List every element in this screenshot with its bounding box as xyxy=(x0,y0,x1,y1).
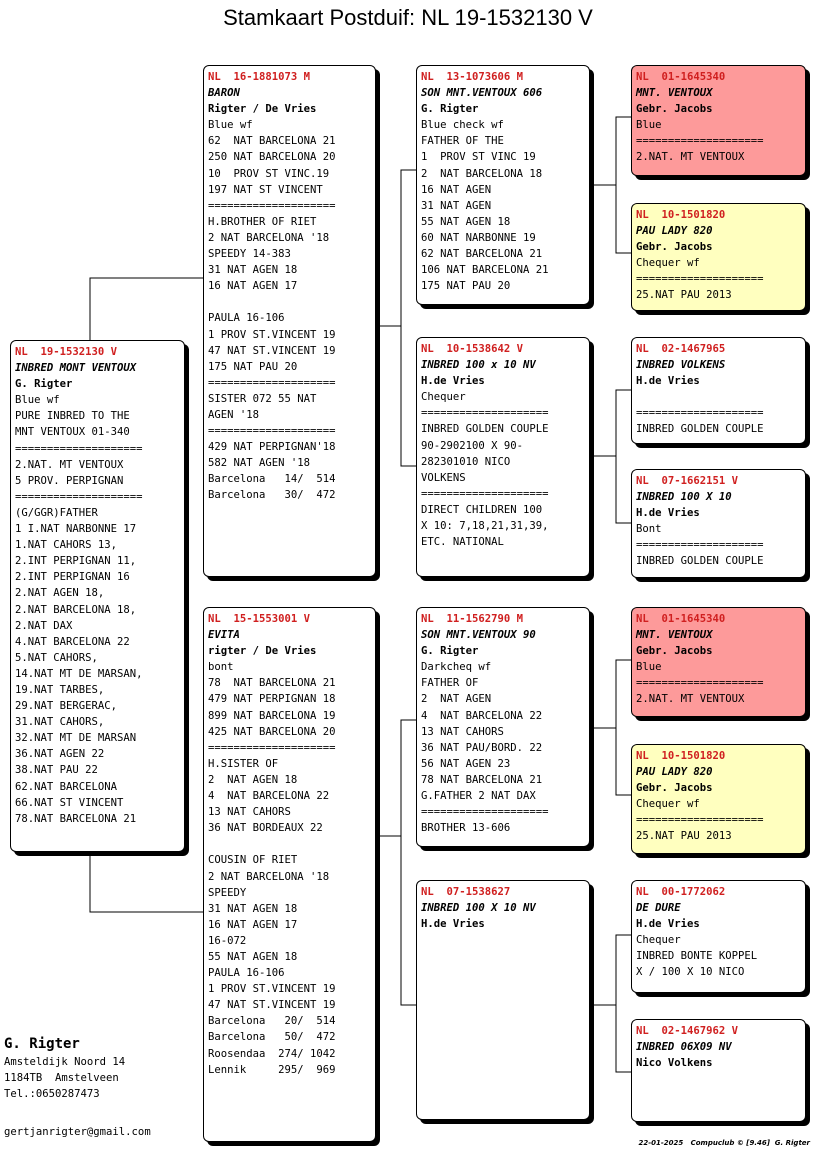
pigeon-name: INBRED 100 X 10 NV xyxy=(421,902,536,915)
pigeon-name: PAU LADY 820 xyxy=(636,225,713,238)
info-line: ==================== xyxy=(636,273,764,286)
info-line: 25.NAT PAU 2013 xyxy=(636,830,732,843)
ring-number: NL 13-1073606 M xyxy=(421,71,524,83)
info-line: 479 NAT PERPIGNAN 18 xyxy=(208,693,336,706)
breeder-city: 1184TB Amstelveen xyxy=(4,1072,119,1084)
ring-number: NL 11-1562790 M xyxy=(421,613,524,625)
info-line: INBRED GOLDEN COUPLE xyxy=(636,423,764,436)
pigeon-name: INBRED 100 x 10 NV xyxy=(421,359,536,372)
info-line: 2.NAT. MT VENTOUX xyxy=(15,458,124,471)
info-line: 4.NAT BARCELONA 22 xyxy=(15,635,130,648)
info-line: 36 NAT PAU/BORD. 22 xyxy=(421,741,543,754)
info-line: VOLKENS xyxy=(421,471,466,484)
info-line: COUSIN OF RIET xyxy=(208,854,298,867)
info-line: 32.NAT MT DE MARSAN xyxy=(15,732,137,745)
info-line: 29.NAT BERGERAC, xyxy=(15,700,118,713)
info-line: 36.NAT AGEN 22 xyxy=(15,748,105,761)
info-line: 1 PROV ST VINC 19 xyxy=(421,151,536,164)
info-line: 62.NAT BARCELONA xyxy=(15,780,118,793)
info-line: ==================== xyxy=(636,677,764,690)
pigeon-owner: H.de Vries xyxy=(636,507,700,520)
ring-number: NL 01-1645340 xyxy=(636,613,726,625)
info-line: 16 NAT AGEN xyxy=(421,183,492,196)
info-line: Barcelona 20/ 514 xyxy=(208,1015,336,1028)
breeder-info xyxy=(4,1034,125,1102)
info-line: ==================== xyxy=(208,425,336,438)
pigeon-owner: G. Rigter xyxy=(421,645,479,658)
info-line: 16-072 xyxy=(208,934,247,947)
info-line: INBRED BONTE KOPPEL xyxy=(636,950,758,963)
info-line: 2.NAT AGEN 18, xyxy=(15,587,105,600)
pigeon-name: INBRED 100 X 10 xyxy=(636,491,732,504)
info-line: ==================== xyxy=(421,806,549,819)
pigeon-owner: H.de Vries xyxy=(421,918,485,931)
pigeon-name: SON MNT.VENTOUX 90 xyxy=(421,629,536,642)
pigeon-name: INBRED 06X09 NV xyxy=(636,1041,732,1054)
info-line: 16 NAT AGEN 17 xyxy=(208,918,298,931)
info-line: DIRECT CHILDREN 100 xyxy=(421,503,543,516)
pigeon-card-fmf[interactable] xyxy=(631,337,806,444)
info-line: 78 NAT BARCELONA 21 xyxy=(208,677,336,690)
ring-number: NL 15-1553001 V xyxy=(208,613,311,625)
info-line: ==================== xyxy=(421,487,549,500)
info-line: SISTER 072 55 NAT xyxy=(208,392,317,405)
info-line: 31 NAT AGEN 18 xyxy=(208,264,298,277)
pigeon-name: INBRED MONT VENTOUX xyxy=(15,362,137,375)
info-line: 1.NAT CAHORS 13, xyxy=(15,539,118,552)
info-line: 2.INT PERPIGNAN 16 xyxy=(15,571,130,584)
pigeon-card-fff[interactable] xyxy=(631,65,806,176)
info-line: 2 NAT BARCELONA '18 xyxy=(208,870,330,883)
info-line: 429 NAT PERPIGNAN'18 xyxy=(208,441,336,454)
pigeon-owner: Gebr. Jacobs xyxy=(636,782,713,795)
info-line: ==================== xyxy=(636,407,764,420)
info-line: Chequer wf xyxy=(636,257,700,270)
info-line: ==================== xyxy=(208,741,336,754)
ring-number: NL 10-1501820 xyxy=(636,750,726,762)
pigeon-name: SON MNT.VENTOUX 606 xyxy=(421,87,543,100)
info-line: 2.INT PERPIGNAN 11, xyxy=(15,555,137,568)
info-line: Lennik 295/ 969 xyxy=(208,1063,336,1076)
info-line: 2.NAT. MT VENTOUX xyxy=(636,151,745,164)
ring-number: NL 19-1532130 V xyxy=(15,346,118,358)
info-line: INBRED GOLDEN COUPLE xyxy=(636,555,764,568)
info-line: 66.NAT ST VINCENT xyxy=(15,796,124,809)
pigeon-card-mfm[interactable] xyxy=(631,744,806,854)
info-line: ==================== xyxy=(636,814,764,827)
ring-number: NL 01-1645340 xyxy=(636,71,726,83)
ring-number: NL 02-1467962 V xyxy=(636,1025,739,1037)
ring-number: NL 10-1501820 xyxy=(636,209,726,221)
info-line: Blue xyxy=(636,661,662,674)
info-line: Blue wf xyxy=(15,394,60,407)
info-line: 2.NAT BARCELONA 18, xyxy=(15,603,137,616)
info-line: 250 NAT BARCELONA 20 xyxy=(208,151,336,164)
info-line: 2.NAT. MT VENTOUX xyxy=(636,693,745,706)
pigeon-card-father-father[interactable] xyxy=(416,65,590,305)
ring-number: NL 10-1538642 V xyxy=(421,343,524,355)
info-line: 5 PROV. PERPIGNAN xyxy=(15,474,124,487)
info-line: bont xyxy=(208,661,234,674)
pigeon-owner: Gebr. Jacobs xyxy=(636,241,713,254)
info-line: Roosendaa 274/ 1042 xyxy=(208,1047,336,1060)
info-line: 13 NAT CAHORS xyxy=(208,806,291,819)
info-line: 2 NAT AGEN 18 xyxy=(208,773,298,786)
breeder-address: Amsteldijk Noord 14 xyxy=(4,1056,126,1068)
info-line: Darkcheq wf xyxy=(421,661,492,674)
info-line: ==================== xyxy=(636,539,764,552)
footer-credits: 22-01-2025 Compuclub © [9.46] G. Rigter xyxy=(638,1139,810,1147)
info-line xyxy=(636,389,801,405)
info-line: 78.NAT BARCELONA 21 xyxy=(15,812,137,825)
info-line: Barcelona 30/ 472 xyxy=(208,489,336,502)
pigeon-card-subject[interactable] xyxy=(10,340,185,852)
info-line: 175 NAT PAU 20 xyxy=(421,280,511,293)
info-line: 582 NAT AGEN '18 xyxy=(208,457,311,470)
ring-number: NL 07-1662151 V xyxy=(636,475,739,487)
ring-number: NL 07-1538627 xyxy=(421,886,511,898)
pigeon-card-ffm[interactable] xyxy=(631,203,806,311)
pigeon-name: PAU LADY 820 xyxy=(636,766,713,779)
info-line: 16 NAT AGEN 17 xyxy=(208,280,298,293)
info-line: 19.NAT TARBES, xyxy=(15,683,105,696)
ring-number: NL 00-1772062 xyxy=(636,886,726,898)
info-line: 31 NAT AGEN xyxy=(421,199,492,212)
pigeon-card-mother-mother[interactable] xyxy=(416,880,590,1120)
info-line: 2 NAT AGEN xyxy=(421,693,492,706)
info-line: 2 NAT BARCELONA '18 xyxy=(208,231,330,244)
info-line: ==================== xyxy=(636,135,764,148)
info-line: 31.NAT CAHORS, xyxy=(15,716,105,729)
info-line: 31 NAT AGEN 18 xyxy=(208,902,298,915)
info-line: Chequer xyxy=(636,934,681,947)
info-line: INBRED GOLDEN COUPLE xyxy=(421,423,549,436)
pigeon-name: DE DURE xyxy=(636,902,681,915)
breeder-email[interactable]: gertjanrigter@gmail.com xyxy=(4,1126,151,1138)
pigeon-card-fmm[interactable] xyxy=(631,469,806,578)
info-line: H.SISTER OF xyxy=(208,757,279,770)
pigeon-owner: rigter / De Vries xyxy=(208,645,317,658)
info-line: Chequer wf xyxy=(636,798,700,811)
pigeon-owner: H.de Vries xyxy=(636,918,700,931)
pigeon-card-mother[interactable] xyxy=(203,607,376,1142)
ring-number: NL 16-1881073 M xyxy=(208,71,311,83)
info-line xyxy=(208,294,371,310)
info-line: X 10: 7,18,21,31,39, xyxy=(421,520,549,533)
info-line: ETC. NATIONAL xyxy=(421,536,504,549)
info-line: ==================== xyxy=(15,490,143,503)
info-line: Blue check wf xyxy=(421,119,504,132)
pigeon-card-father-mother[interactable] xyxy=(416,337,590,577)
pigeon-owner: H.de Vries xyxy=(421,375,485,388)
info-line: 62 NAT BARCELONA 21 xyxy=(208,135,336,148)
pigeon-card-father[interactable] xyxy=(203,65,376,577)
info-line: 62 NAT BARCELONA 21 xyxy=(421,248,543,261)
info-line: 25.NAT PAU 2013 xyxy=(636,289,732,302)
info-line: Chequer xyxy=(421,391,466,404)
info-line: Barcelona 50/ 472 xyxy=(208,1031,336,1044)
info-line: 10 PROV ST VINC.19 xyxy=(208,167,330,180)
info-line: 47 NAT ST.VINCENT 19 xyxy=(208,999,336,1012)
info-line: 55 NAT AGEN 18 xyxy=(421,215,511,228)
pigeon-card-mother-father[interactable] xyxy=(416,607,590,847)
pigeon-owner: Gebr. Jacobs xyxy=(636,645,713,658)
info-line: 56 NAT AGEN 23 xyxy=(421,757,511,770)
pigeon-owner: G. Rigter xyxy=(421,103,479,116)
pigeon-owner: Nico Volkens xyxy=(636,1057,713,1070)
info-line: 4 NAT BARCELONA 22 xyxy=(421,709,543,722)
pigeon-name: MNT. VENTOUX xyxy=(636,629,713,642)
info-line: 2.NAT DAX xyxy=(15,619,73,632)
info-line: 2 NAT BARCELONA 18 xyxy=(421,167,543,180)
pigeon-card-mff[interactable] xyxy=(631,607,806,717)
info-line: 1 I.NAT NARBONNE 17 xyxy=(15,523,137,536)
info-line: ==================== xyxy=(15,442,143,455)
info-line: 425 NAT BARCELONA 20 xyxy=(208,725,336,738)
info-line: PAULA 16-106 xyxy=(208,967,285,980)
info-line xyxy=(208,836,371,852)
info-line: Blue xyxy=(636,119,662,132)
info-line: 106 NAT BARCELONA 21 xyxy=(421,264,549,277)
info-line: SPEEDY xyxy=(208,886,247,899)
info-line: 5.NAT CAHORS, xyxy=(15,651,98,664)
pigeon-card-mmm[interactable] xyxy=(631,1019,806,1122)
info-line: 55 NAT AGEN 18 xyxy=(208,950,298,963)
info-line: Barcelona 14/ 514 xyxy=(208,473,336,486)
info-line: X / 100 X 10 NICO xyxy=(636,966,745,979)
info-line: 1 PROV ST.VINCENT 19 xyxy=(208,328,336,341)
breeder-name: G. Rigter xyxy=(4,1036,80,1052)
info-line: ==================== xyxy=(208,199,336,212)
info-line: 60 NAT NARBONNE 19 xyxy=(421,231,536,244)
pigeon-card-mmf[interactable] xyxy=(631,880,806,993)
info-line: 90-2902100 X 90- xyxy=(421,439,524,452)
info-line: (G/GGR)FATHER xyxy=(15,506,98,519)
info-line: PURE INBRED TO THE xyxy=(15,410,130,423)
info-line: MNT VENTOUX 01-340 xyxy=(15,426,130,439)
info-line: 4 NAT BARCELONA 22 xyxy=(208,790,330,803)
info-line: Bont xyxy=(636,523,662,536)
info-line: 14.NAT MT DE MARSAN, xyxy=(15,667,143,680)
info-line: FATHER OF THE xyxy=(421,135,504,148)
pigeon-name: EVITA xyxy=(208,629,240,642)
info-line: 1 PROV ST.VINCENT 19 xyxy=(208,983,336,996)
pigeon-name: BARON xyxy=(208,87,240,100)
pigeon-name: MNT. VENTOUX xyxy=(636,87,713,100)
pigeon-owner: G. Rigter xyxy=(15,378,73,391)
info-line: FATHER OF xyxy=(421,677,479,690)
page-title: Stamkaart Postduif: NL 19-1532130 V xyxy=(223,5,593,30)
info-line: BROTHER 13-606 xyxy=(421,822,511,835)
info-line: H.BROTHER OF RIET xyxy=(208,215,317,228)
info-line: 13 NAT CAHORS xyxy=(421,725,504,738)
info-line: 282301010 NICO xyxy=(421,455,511,468)
pigeon-name: INBRED VOLKENS xyxy=(636,359,726,372)
info-line: 47 NAT ST.VINCENT 19 xyxy=(208,344,336,357)
info-line: 38.NAT PAU 22 xyxy=(15,764,98,777)
info-line: ==================== xyxy=(208,376,336,389)
info-line: 78 NAT BARCELONA 21 xyxy=(421,773,543,786)
info-line: G.FATHER 2 NAT DAX xyxy=(421,790,536,803)
pigeon-owner: Gebr. Jacobs xyxy=(636,103,713,116)
info-line: 197 NAT ST VINCENT xyxy=(208,183,323,196)
info-line: Blue wf xyxy=(208,119,253,132)
info-line: ==================== xyxy=(421,407,549,420)
pigeon-owner: Rigter / De Vries xyxy=(208,103,317,116)
ring-number: NL 02-1467965 xyxy=(636,343,726,355)
info-line: 36 NAT BORDEAUX 22 xyxy=(208,822,323,835)
breeder-phone: Tel.:0650287473 xyxy=(4,1088,100,1100)
info-line: 175 NAT PAU 20 xyxy=(208,360,298,373)
info-line: AGEN '18 xyxy=(208,408,260,421)
info-line: PAULA 16-106 xyxy=(208,312,285,325)
info-line: 899 NAT BARCELONA 19 xyxy=(208,709,336,722)
pigeon-owner: H.de Vries xyxy=(636,375,700,388)
info-line: SPEEDY 14-383 xyxy=(208,248,291,261)
